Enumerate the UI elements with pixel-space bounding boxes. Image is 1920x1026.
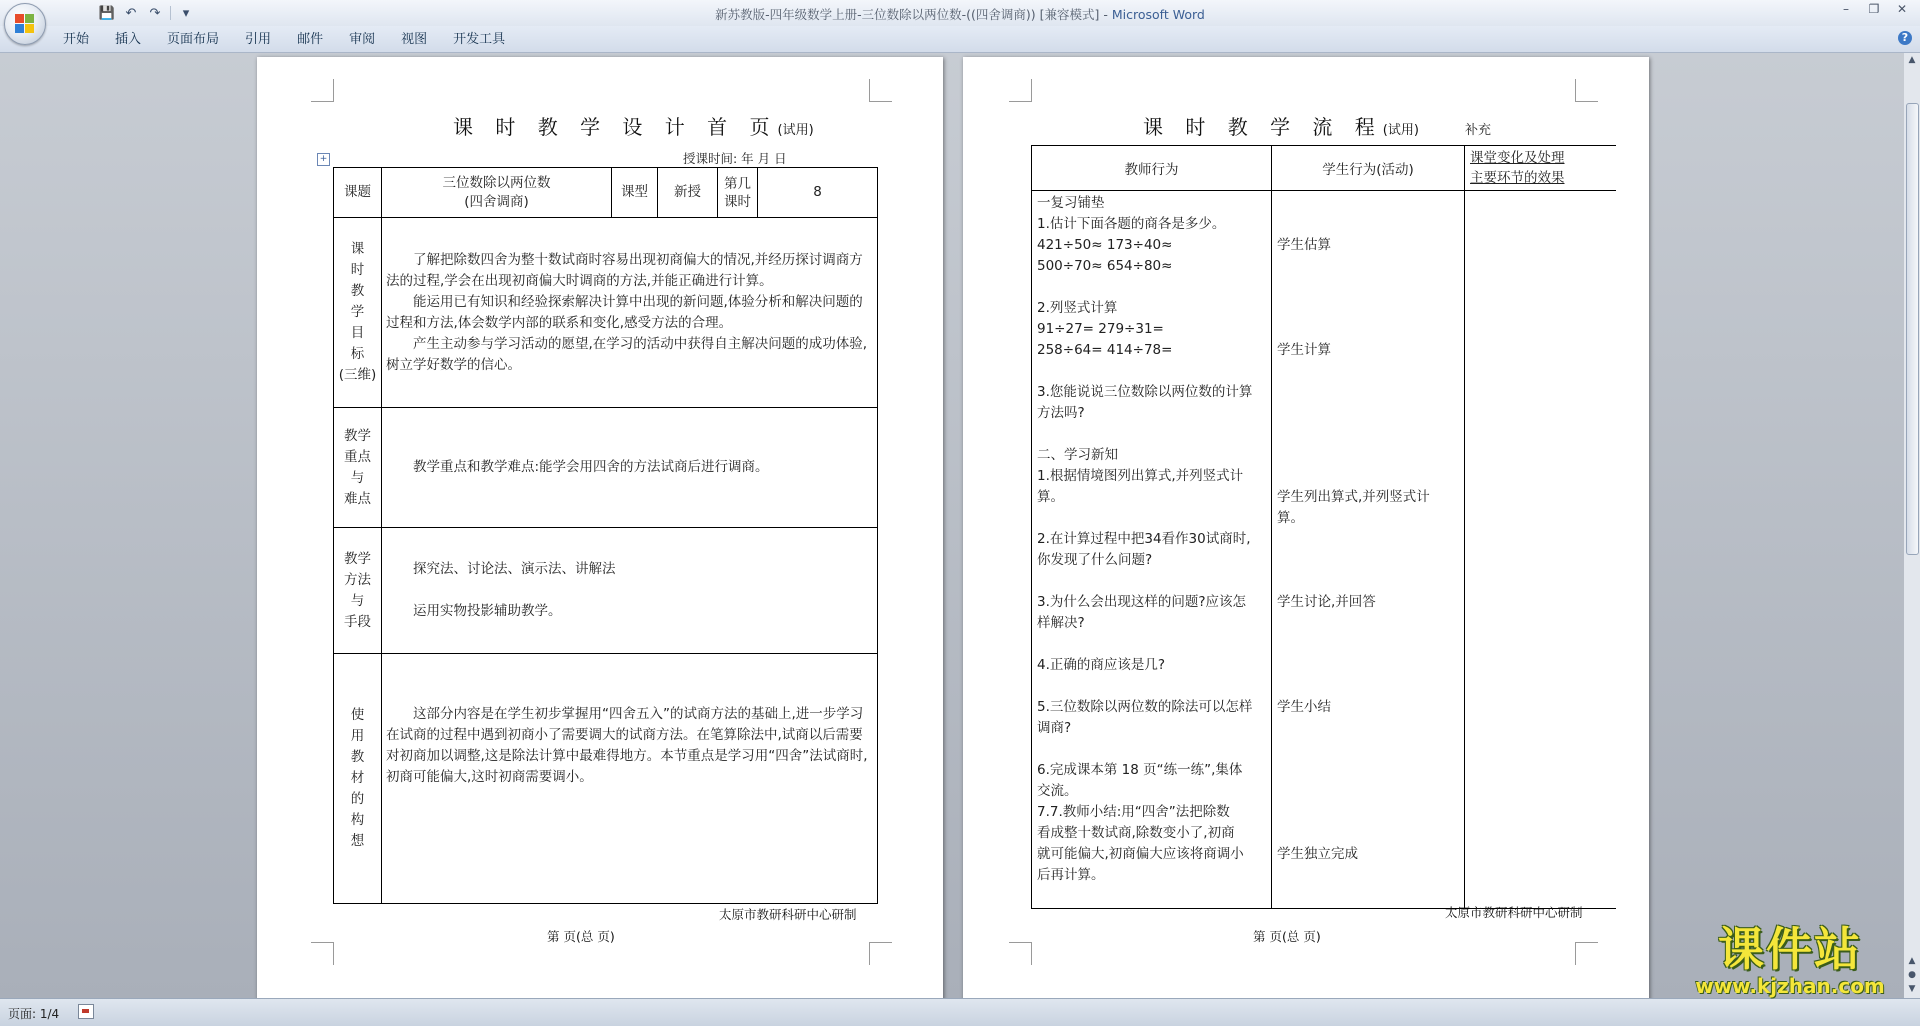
crop-mark: [311, 79, 334, 102]
label-char: 想: [350, 833, 365, 849]
effect-header: [1465, 146, 1616, 191]
label-char: 与: [350, 592, 365, 609]
cell-line: [1277, 193, 1459, 214]
cell-line: [1277, 277, 1459, 298]
label-char: 难点: [344, 490, 371, 507]
office-logo-icon: [15, 14, 35, 34]
table-row: [334, 528, 878, 654]
cell-line: [1037, 676, 1266, 697]
cell-line: 5.三位数除以两位数的除法可以怎样: [1037, 699, 1253, 715]
cell-line: [1037, 424, 1266, 445]
cell-line: 后再计算。: [1037, 867, 1105, 883]
label-char: 标: [350, 346, 365, 362]
cell-line: 学生估算: [1277, 237, 1331, 253]
key-points-cell[interactable]: [382, 408, 878, 528]
customize-qat-icon[interactable]: ▾: [182, 5, 190, 21]
methods-cell[interactable]: [382, 528, 878, 654]
cell-line: [1277, 676, 1459, 697]
title-note: (试用): [1382, 123, 1419, 138]
ribbon-tabs: [50, 30, 518, 50]
cell-line: [1277, 718, 1459, 739]
supplement-label: 补充: [1465, 123, 1492, 138]
methods-line: 运用实物投影辅助教学。: [413, 603, 562, 619]
site-watermark: [1664, 923, 1916, 1001]
tab-review[interactable]: 审阅: [349, 32, 376, 47]
label-char: 教: [350, 283, 365, 299]
table-row: [334, 218, 878, 408]
cell-line: 调商?: [1037, 720, 1072, 736]
page-2[interactable]: [963, 57, 1649, 998]
page-title: [453, 111, 814, 140]
label-char: 重点: [344, 448, 371, 465]
crop-mark: [1575, 79, 1598, 102]
cell-line: [1277, 802, 1459, 823]
period-label: [718, 168, 758, 218]
next-page-icon[interactable]: ▼: [1908, 984, 1916, 994]
cell-line: 看成整十数试商,除数变小了,初商: [1037, 825, 1235, 841]
cell-line: [1277, 424, 1459, 445]
undo-icon[interactable]: ↶: [125, 5, 137, 21]
window-title: [0, 5, 1920, 23]
close-icon[interactable]: ✕: [1896, 2, 1908, 16]
cell-line: 2.在计算过程中把34看作30试商时,: [1037, 531, 1251, 547]
tab-insert[interactable]: 插入: [115, 32, 142, 47]
label-char: 时: [350, 262, 365, 278]
cell-line: [1277, 319, 1459, 340]
page-count[interactable]: 页面: 1/4: [8, 1007, 60, 1021]
cell-line: [1277, 571, 1459, 592]
page-1[interactable]: [257, 57, 943, 998]
title-note: (试用): [777, 123, 814, 138]
footer-page-number: 第 页(总 页): [1253, 929, 1321, 944]
tab-view[interactable]: 视图: [401, 32, 428, 47]
period-label-line: 第几: [724, 175, 751, 192]
browse-object-icon[interactable]: ●: [1908, 970, 1916, 980]
cell-line: 学生计算: [1277, 342, 1331, 358]
label-char: 方法: [344, 571, 371, 588]
table-row: [1032, 191, 1616, 909]
objectives-label: [334, 218, 382, 408]
conception-label: [334, 654, 382, 904]
effect-cell[interactable]: [1465, 191, 1616, 909]
cell-line: [1277, 214, 1459, 235]
cell-line: [1277, 613, 1459, 634]
topic-line: (四舍调商): [464, 193, 529, 210]
minimize-icon[interactable]: –: [1843, 2, 1849, 16]
cell-line: 就可能偏大,初商偏大应该将商调小: [1037, 846, 1244, 862]
cell-line: 算。: [1037, 489, 1064, 505]
effect-header-line: 课堂变化及处理: [1470, 150, 1565, 166]
teacher-lines: [1037, 193, 1266, 886]
cell-line: 二、学习新知: [1037, 447, 1118, 463]
cell-line: 你发现了什么问题?: [1037, 552, 1153, 568]
cell-line: 500÷70≈ 654÷80≈: [1037, 258, 1173, 274]
cell-line: 算。: [1277, 510, 1304, 526]
cell-line: [1277, 298, 1459, 319]
student-actions-cell[interactable]: [1272, 191, 1465, 909]
crop-mark: [1009, 942, 1032, 965]
table-row: [334, 654, 878, 904]
document-name: 新苏教版-四年级数学上册-三位数除以两位数-((四舍调商)) [兼容模式]: [715, 7, 1100, 22]
label-char: 课: [350, 241, 365, 257]
tab-mailings[interactable]: 邮件: [297, 32, 324, 47]
teacher-header: 教师行为: [1032, 146, 1272, 191]
previous-page-icon[interactable]: ▲: [1908, 956, 1916, 966]
cell-line: 方法吗?: [1037, 405, 1085, 421]
title-separator: -: [1099, 7, 1112, 22]
objective-paragraph: 产生主动参与学习活动的愿望,在学习的活动中获得自主解决问题的成功体验,树立学好数学的信心。: [386, 335, 868, 373]
cell-line: 258÷64= 414÷78=: [1037, 342, 1173, 358]
document-workspace: [0, 53, 1904, 998]
cell-line: 1.根据情境图列出算式,并列竖式计: [1037, 468, 1244, 484]
cell-line: [1277, 823, 1459, 844]
cell-line: 3.您能说说三位数除以两位数的计算: [1037, 384, 1253, 400]
cell-line: [1037, 508, 1266, 529]
ribbon-tab-bar: [0, 26, 1920, 53]
tab-page-layout[interactable]: 页面布局: [167, 32, 220, 47]
cell-line: [1277, 781, 1459, 802]
label-char: 教学: [344, 550, 371, 567]
watermark-text: 课件站: [1718, 922, 1862, 976]
title-text: 课 时 教 学 设 计 首 页: [453, 115, 778, 139]
student-lines: [1277, 193, 1459, 865]
cell-line: [1037, 739, 1266, 760]
cell-line: 交流。: [1037, 783, 1078, 799]
status-bar: [0, 998, 1920, 1026]
cell-line: 2.列竖式计算: [1037, 300, 1118, 316]
watermark-url: www.kjzhan.com: [1695, 974, 1885, 998]
cell-line: 4.正确的商应该是几?: [1037, 657, 1166, 673]
cell-line: [1277, 760, 1459, 781]
tab-developer[interactable]: 开发工具: [453, 32, 506, 47]
cell-line: 样解决?: [1037, 615, 1085, 631]
crop-mark: [1009, 79, 1032, 102]
cell-line: [1037, 277, 1266, 298]
cell-line: 421÷50≈ 173÷40≈: [1037, 237, 1173, 253]
scroll-thumb[interactable]: [1906, 103, 1919, 555]
conception-text: 这部分内容是在学生初步掌握用“四舍五入”的试商方法的基础上,进一步学习在试商的过程中遇到初商小了需要调大的试商方法。在笔算除法中,试商以后需要对初商加以调整,这是除法计算中最难得地方。本节重点是学习用“四舍”法试商时,初商可能偏大,这时初商需要调小。: [386, 706, 868, 785]
tab-references[interactable]: 引用: [245, 32, 272, 47]
label-char: 的: [350, 791, 365, 807]
label-char: (三维): [338, 367, 377, 383]
label-char: 材: [350, 770, 365, 786]
cell-line: 学生小结: [1277, 699, 1331, 715]
label-char: 使: [350, 707, 365, 723]
cell-line: [1277, 634, 1459, 655]
label-char: 目: [350, 325, 365, 341]
label-char: 用: [350, 728, 365, 744]
cell-line: [1277, 655, 1459, 676]
app-name: Microsoft Word: [1111, 7, 1205, 22]
table-row: [334, 168, 878, 218]
crop-mark: [869, 79, 892, 102]
lesson-flow-table: [1031, 145, 1616, 909]
redo-icon[interactable]: ↷: [149, 5, 161, 21]
label-char: 教: [350, 749, 365, 765]
cell-line: 3.为什么会出现这样的问题?应该怎: [1037, 594, 1247, 610]
crop-mark: [311, 942, 334, 965]
topic-label: 课题: [334, 168, 382, 218]
lesson-type-label: 课型: [612, 168, 658, 218]
cell-line: [1277, 466, 1459, 487]
cell-line: 1.估计下面各题的商各是多少。: [1037, 216, 1226, 232]
label-char: 手段: [344, 613, 371, 630]
cell-line: 7.7.教师小结:用“四舍”法把除数: [1037, 804, 1230, 820]
label-char: 与: [350, 469, 365, 486]
title-bar: [0, 0, 1920, 27]
cell-line: 学生列出算式,并列竖式计: [1277, 489, 1430, 505]
cell-line: 6.完成课本第 18 页“练一练”,集体: [1037, 762, 1243, 778]
cell-line: [1277, 739, 1459, 760]
vertical-scrollbar[interactable]: [1904, 53, 1920, 998]
scroll-up-icon[interactable]: ▲: [1908, 55, 1916, 65]
cell-line: [1277, 361, 1459, 382]
objective-paragraph: 了解把除数四舍为整十数试商时容易出现初商偏大的情况,并经历探讨调商方法的过程,学会在出现初商偏大时调商的方法,并能正确进行计算。: [386, 251, 863, 289]
lesson-time: 授课时间: 年 月 日: [683, 151, 787, 166]
topic-line: 三位数除以两位数: [442, 174, 551, 191]
cell-line: [1037, 634, 1266, 655]
lesson-design-table: [333, 167, 878, 904]
cell-line: [1277, 445, 1459, 466]
period-value[interactable]: 8: [758, 168, 878, 218]
cell-line: [1277, 403, 1459, 424]
cell-line: [1277, 256, 1459, 277]
proofing-icon[interactable]: [78, 1004, 94, 1019]
cell-line: [1037, 571, 1266, 592]
title-text: 课 时 教 学 流 程: [1143, 115, 1383, 139]
cell-line: [1277, 382, 1459, 403]
tab-home[interactable]: 开始: [63, 32, 90, 47]
cell-line: 学生独立完成: [1277, 846, 1358, 862]
save-icon[interactable]: 💾: [98, 5, 116, 21]
cell-line: [1277, 529, 1459, 550]
objective-paragraph: 能运用已有知识和经验探索解决计算中出现的新问题,体验分析和解决问题的过程和方法,体会数学内部的联系和变化,感受方法的合理。: [386, 293, 863, 331]
methods-label: [334, 528, 382, 654]
cell-line: 一复习铺垫: [1037, 195, 1105, 211]
office-button[interactable]: [4, 3, 46, 45]
table-move-handle-icon[interactable]: +: [317, 153, 330, 166]
label-char: 教学: [344, 427, 371, 444]
table-row: [334, 408, 878, 528]
lesson-type-value[interactable]: 新授: [658, 168, 718, 218]
key-points-text: 教学重点和教学难点:能学会用四舍的方法试商后进行调商。: [413, 459, 769, 475]
cell-line: 91÷27= 279÷31=: [1037, 321, 1164, 337]
footer-page-number: 第 页(总 页): [547, 929, 615, 944]
effect-header-line: 主要环节的效果: [1470, 170, 1565, 186]
objectives-cell[interactable]: [382, 218, 878, 408]
page-title: [1143, 111, 1419, 140]
label-char: 构: [350, 812, 365, 828]
period-label-line: 课时: [724, 193, 751, 210]
cell-line: [1037, 361, 1266, 382]
window-controls: [1832, 0, 1916, 18]
methods-line: 探究法、讨论法、演示法、讲解法: [413, 561, 616, 577]
key-points-label: [334, 408, 382, 528]
conception-cell[interactable]: [382, 654, 878, 904]
footer-org: 太原市教研科研中心研制: [719, 907, 857, 922]
footer-org: 太原市教研科研中心研制: [1445, 905, 1583, 920]
label-char: 学: [350, 304, 365, 320]
crop-mark: [1575, 942, 1598, 965]
topic-cell[interactable]: [382, 168, 612, 218]
cell-line: 学生讨论,并回答: [1277, 594, 1376, 610]
crop-mark: [869, 942, 892, 965]
restore-icon[interactable]: ❐: [1868, 2, 1880, 16]
table-header-row: [1032, 146, 1616, 191]
teacher-actions-cell[interactable]: [1032, 191, 1272, 909]
help-icon[interactable]: ?: [1898, 31, 1912, 45]
cell-line: [1277, 550, 1459, 571]
student-header: 学生行为(活动): [1272, 146, 1465, 191]
